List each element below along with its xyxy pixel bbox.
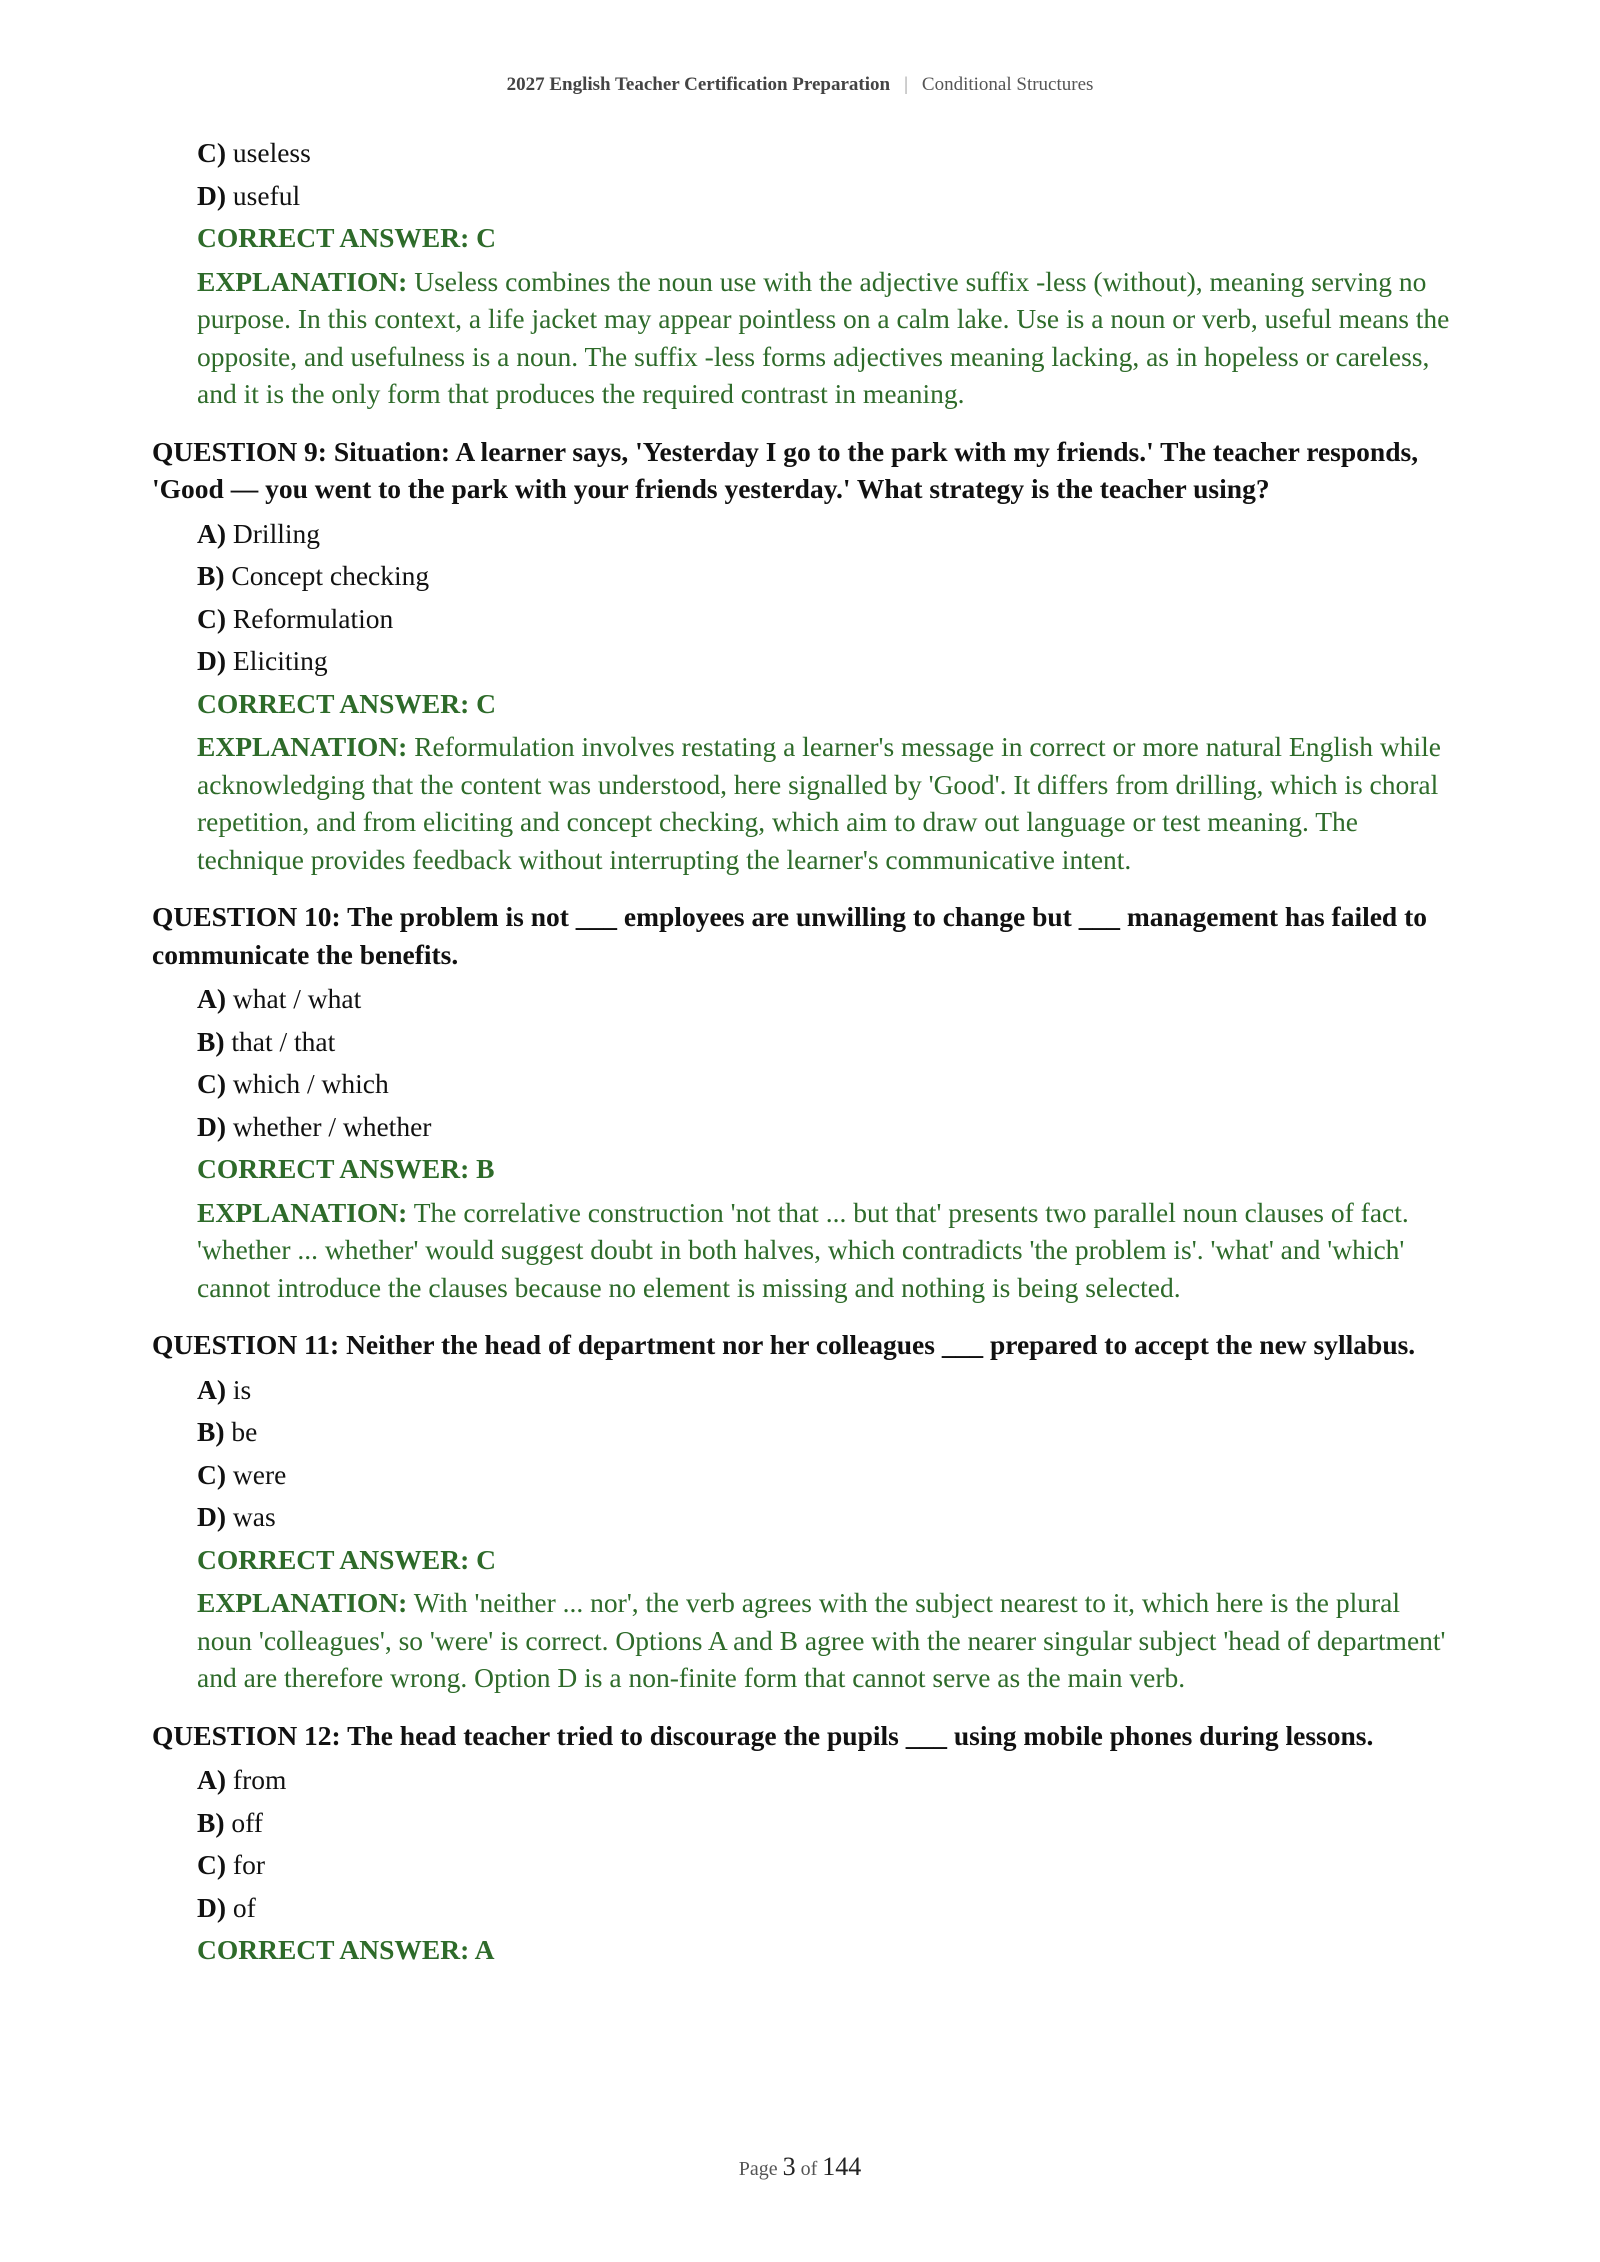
explanation (197, 1194, 1452, 1307)
page-word: Page (738, 2158, 778, 2180)
option-letter: C) (197, 1068, 227, 1099)
option-letter: C) (197, 1458, 227, 1490)
correct-answer: CORRECT ANSWER: C (197, 222, 496, 253)
option-text: for (232, 1849, 265, 1880)
option (197, 555, 1452, 598)
option-letter: D) (197, 1501, 227, 1532)
option (197, 1802, 1452, 1845)
question-prompt: QUESTION 9: Situation: A learner says, 'Yesterday I go to the park with my friends.' The teacher responds, 'Good — you went to the park with your friends yesterday.' What strategy is the teacher using? (152, 435, 1419, 504)
option-text: Concept checking (231, 560, 430, 591)
option-text: that / that (231, 1025, 336, 1057)
explanation-text: Reformulation involves restating a learner's message in correct or more natural English while acknowledging that the content was understood, here signalled by 'Good'. It differs from drilling, which is choral repetition, and from eliciting and concept checking, which aim to draw out language or test meaning. The technique provides feedback without interrupting the learner's communicative intent. (197, 731, 1441, 875)
option-letter: D) (197, 645, 227, 676)
page-number: 3 (782, 2152, 796, 2181)
correct-answer: CORRECT ANSWER: B (197, 1153, 495, 1184)
option (197, 1454, 1452, 1497)
option-text: useless (232, 137, 311, 168)
section-title: Conditional Structures (921, 74, 1094, 95)
option (197, 1759, 1452, 1802)
correct-answer: CORRECT ANSWER: A (197, 1934, 495, 1965)
option (197, 1844, 1452, 1887)
option-text: Eliciting (232, 645, 328, 676)
option-letter: D) (197, 179, 227, 211)
page-header (0, 74, 1600, 96)
option-letter: B) (197, 1025, 225, 1057)
question-block-12 (152, 1717, 1452, 1972)
explanation (197, 1584, 1452, 1697)
option-letter: C) (197, 137, 227, 168)
option-text: off (231, 1806, 263, 1838)
header-separator: | (904, 74, 908, 95)
page-footer (0, 2152, 1600, 2182)
explanation-text: With 'neither ... nor', the verb agrees with the subject nearest to it, which here is the plural noun 'colleagues', so 'were' is correct. Options A and B agree with the nearer singular subject 'head of department' and are therefore wrong. Option D is a non-finite form that cannot serve as the main verb. (197, 1587, 1446, 1693)
option-text: what / what (232, 983, 362, 1014)
option-text: from (232, 1764, 287, 1795)
option-text: were (232, 1458, 287, 1490)
page-content (152, 132, 1452, 1972)
option (197, 1411, 1452, 1454)
option (197, 1021, 1452, 1064)
option (197, 1369, 1452, 1412)
document-title: 2027 English Teacher Certification Preparation (506, 74, 891, 95)
explanation-text: The correlative construction 'not that ... but that' presents two parallel noun clauses of fact. 'whether ... whether' would suggest doubt in both halves, which contradicts 'the problem is'. 'what' and 'which' cannot introduce the clauses because no element is missing and nothing is being selected. (197, 1196, 1409, 1303)
option-letter: B) (197, 560, 225, 591)
option-text: whether / whether (232, 1110, 432, 1142)
question-prompt: QUESTION 10: The problem is not ___ employees are unwilling to change but ___ management has failed to communicate the benefits. (152, 901, 1428, 970)
explanation-label: EXPLANATION: (197, 731, 408, 762)
option-letter: A) (197, 1764, 227, 1795)
option-letter: B) (197, 1806, 225, 1838)
option-text: which / which (232, 1068, 389, 1099)
explanation (197, 728, 1452, 878)
explanation-label: EXPLANATION: (197, 265, 408, 297)
option-text: be (231, 1416, 258, 1447)
option-text: Reformulation (232, 602, 394, 634)
option-text: Drilling (232, 517, 320, 549)
option-letter: C) (197, 602, 227, 634)
option (197, 1063, 1452, 1106)
option-text: useful (232, 179, 301, 211)
question-prompt: QUESTION 11: Neither the head of department nor her colleagues ___ prepared to accept the new syllabus. (152, 1329, 1416, 1360)
explanation-label: EXPLANATION: (197, 1587, 408, 1618)
option-letter: D) (197, 1110, 227, 1142)
option (197, 132, 1452, 175)
option-letter: A) (197, 517, 227, 549)
option (197, 640, 1452, 683)
option-letter: C) (197, 1849, 227, 1880)
option (197, 1496, 1452, 1539)
option (197, 175, 1452, 218)
option (197, 978, 1452, 1021)
question-prompt: QUESTION 12: The head teacher tried to discourage the pupils ___ using mobile phones during lessons. (152, 1719, 1374, 1751)
option (197, 598, 1452, 641)
correct-answer: CORRECT ANSWER: C (197, 687, 496, 719)
explanation-label: EXPLANATION: (197, 1196, 408, 1228)
option-letter: A) (197, 983, 227, 1014)
correct-answer: CORRECT ANSWER: C (197, 1543, 496, 1575)
option-letter: D) (197, 1891, 227, 1923)
question-block-9 (152, 433, 1452, 879)
option-letter: A) (197, 1373, 227, 1405)
option (197, 1887, 1452, 1930)
option-text: is (232, 1373, 252, 1405)
question-8-continuation (152, 132, 1452, 413)
total-pages: 144 (822, 2152, 862, 2181)
of-word: of (800, 2158, 818, 2180)
explanation (197, 263, 1452, 413)
option-letter: B) (197, 1416, 225, 1447)
question-block-11 (152, 1326, 1452, 1697)
explanation-text: Useless combines the noun use with the adjective suffix -less (without), meaning serving no purpose. In this context, a life jacket may appear pointless on a calm lake. Use is a noun or verb, useful means the opposite, and usefulness is a noun. The suffix -less forms adjectives meaning lacking, as in hopeless or careless, and it is the only form that produces the required contrast in meaning. (197, 265, 1450, 409)
option-text: was (232, 1501, 276, 1532)
option-text: of (232, 1891, 256, 1923)
option (197, 1106, 1452, 1149)
option (197, 513, 1452, 556)
question-block-10 (152, 898, 1452, 1306)
